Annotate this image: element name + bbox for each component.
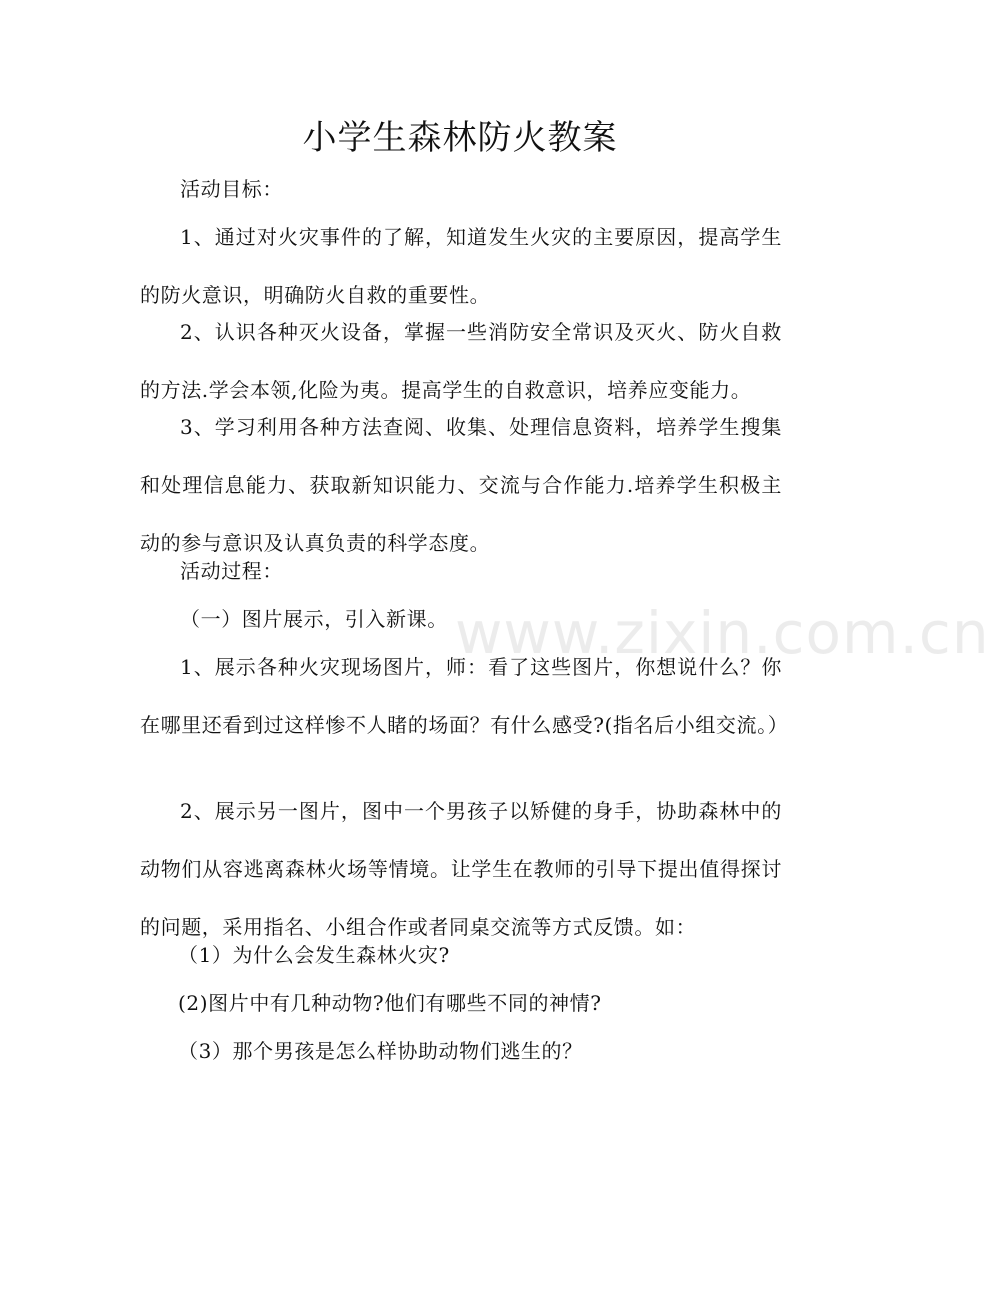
process-item-2: 2、展示另一图片，图中一个男孩子以矫健的身手，协助森林中的动物们从容逃离森林火场等情境。让学生在教师的引导下提出值得探讨的问题，采用指名、小组合作或者同桌交流等方式反馈。如： — [140, 799, 782, 939]
objective-item-3: 3、学习利用各种方法查阅、收集、处理信息资料，培养学生搜集和处理信息能力、获取新知识能力、交流与合作能力.培养学生积极主动的参与意识及认真负责的科学态度。 — [140, 415, 782, 555]
section-heading-process: 活动过程： — [180, 559, 283, 583]
objective-item-2: 2、认识各种灭火设备，掌握一些消防安全常识及灭火、防火自救的方法.学会本领,化险为夷。提高学生的自救意识，培养应变能力。 — [140, 320, 782, 402]
question-3: （3）那个男孩是怎么样协助动物们逃生的？ — [178, 1039, 583, 1063]
watermark: www.zixin.com.cn — [455, 599, 990, 667]
process-step-heading: （一）图片展示，引入新课。 — [180, 607, 448, 631]
question-2: (2)图片中有几种动物?他们有哪些不同的神情? — [178, 991, 602, 1015]
objective-item-1: 1、通过对火灾事件的了解，知道发生火灾的主要原因，提高学生的防火意识，明确防火自救的重要性。 — [140, 225, 782, 307]
process-item-1: 1、展示各种火灾现场图片，师：看了这些图片，你想说什么？你在哪里还看到过这样惨不人睹的场面？有什么感受?(指名后小组交流。） — [140, 655, 789, 737]
document-title: 小学生森林防火教案 — [302, 118, 618, 158]
section-heading-objectives: 活动目标： — [180, 177, 283, 201]
question-1: （1）为什么会发生森林火灾? — [178, 943, 450, 967]
